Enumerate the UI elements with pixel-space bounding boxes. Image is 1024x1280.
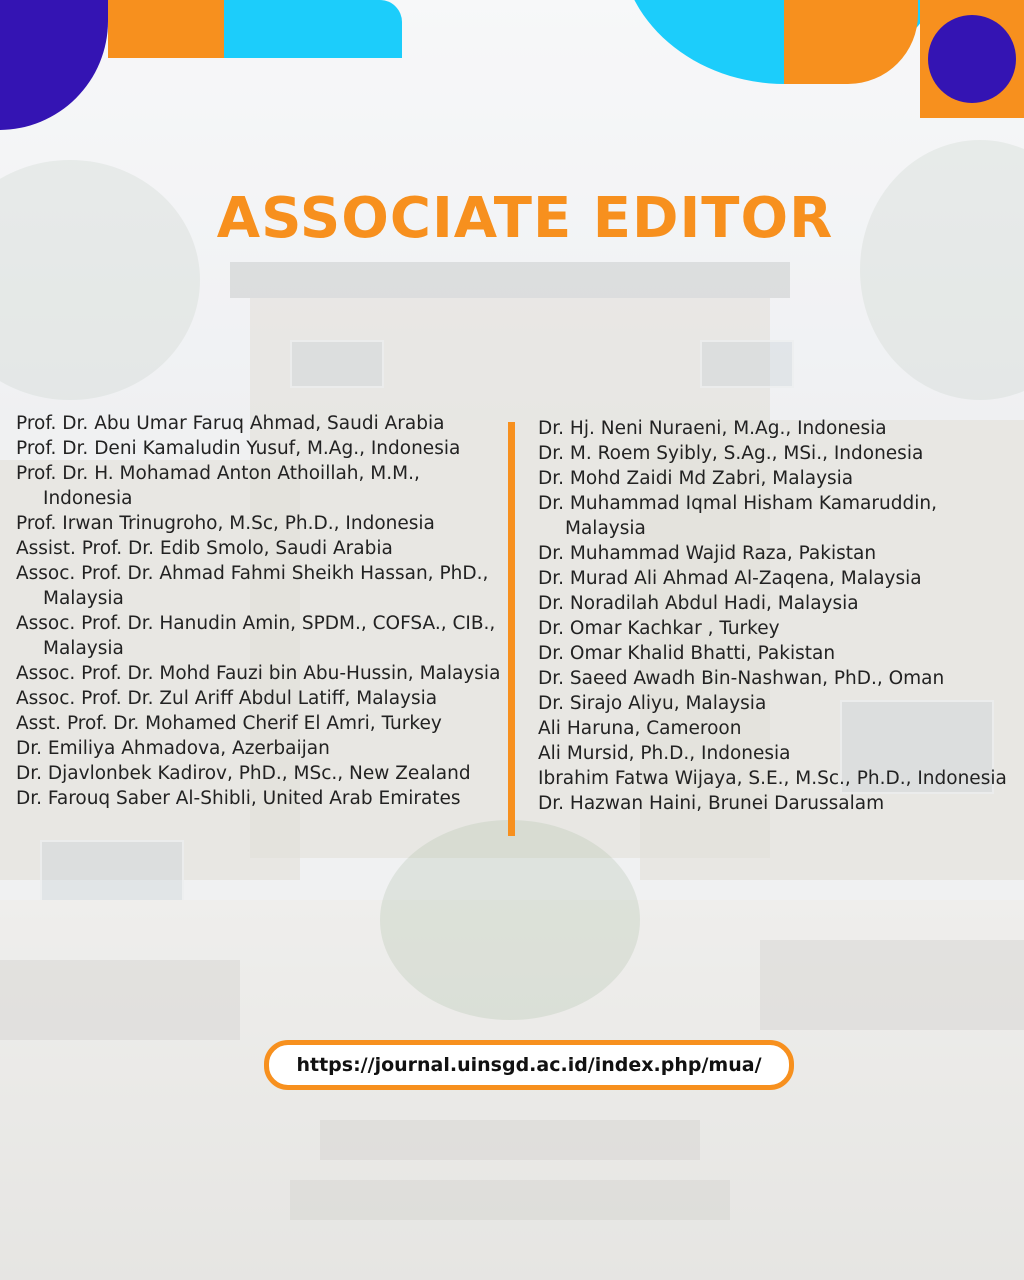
- editor-entry: Assoc. Prof. Dr. Ahmad Fahmi Sheikh Hassan, PhD., Malaysia: [16, 563, 489, 609]
- editor-entry: Ali Haruna, Cameroon: [538, 718, 742, 739]
- editor-entry: Dr. Hazwan Haini, Brunei Darussalam: [538, 793, 885, 814]
- editor-entry: Prof. Dr. Abu Umar Faruq Ahmad, Saudi Arabia: [16, 413, 445, 434]
- page-title: ASSOCIATE EDITOR: [216, 186, 834, 251]
- editor-list-right: [538, 416, 1018, 816]
- editor-entry: Dr. Djavlonbek Kadirov, PhD., MSc., New Zealand: [16, 763, 471, 784]
- editor-entry: Dr. Saeed Awadh Bin-Nashwan, PhD., Oman: [538, 668, 945, 689]
- editor-entry: Prof. Irwan Trinugroho, M.Sc, Ph.D., Indonesia: [16, 513, 435, 534]
- decor-purple-dot: [928, 15, 1016, 103]
- decor-orange-block: [108, 0, 224, 58]
- editor-entry: Dr. Farouq Saber Al-Shibli, United Arab Emirates: [16, 788, 461, 809]
- editor-entry: Assoc. Prof. Dr. Mohd Fauzi bin Abu-Hussin, Malaysia: [16, 663, 501, 684]
- editor-entry: Assoc. Prof. Dr. Hanudin Amin, SPDM., COFSA., CIB., Malaysia: [16, 613, 496, 659]
- column-divider: [508, 422, 515, 836]
- editor-list-left: [16, 411, 504, 811]
- editor-entry: Dr. Muhammad Iqmal Hisham Kamaruddin, Malaysia: [538, 493, 937, 539]
- editor-entry: Dr. Noradilah Abdul Hadi, Malaysia: [538, 593, 859, 614]
- editor-entry: Prof. Dr. Deni Kamaludin Yusuf, M.Ag., Indonesia: [16, 438, 461, 459]
- editor-entry: Ali Mursid, Ph.D., Indonesia: [538, 743, 791, 764]
- journal-url-box[interactable]: [264, 1040, 794, 1090]
- editor-entry: Prof. Dr. H. Mohamad Anton Athoillah, M.M., Indonesia: [16, 463, 420, 509]
- editor-entry: Dr. Hj. Neni Nuraeni, M.Ag., Indonesia: [538, 418, 887, 439]
- editor-entry: Dr. M. Roem Syibly, S.Ag., MSi., Indonesia: [538, 443, 924, 464]
- editor-entry: Dr. Omar Khalid Bhatti, Pakistan: [538, 643, 836, 664]
- editor-entry: Dr. Murad Ali Ahmad Al-Zaqena, Malaysia: [538, 568, 922, 589]
- editor-entry: Ibrahim Fatwa Wijaya, S.E., M.Sc., Ph.D., Indonesia: [538, 768, 1007, 789]
- editor-entry: Dr. Muhammad Wajid Raza, Pakistan: [538, 543, 877, 564]
- editor-entry: Dr. Omar Kachkar , Turkey: [538, 618, 780, 639]
- editor-entry: Dr. Sirajo Aliyu, Malaysia: [538, 693, 767, 714]
- editor-entry: Dr. Mohd Zaidi Md Zabri, Malaysia: [538, 468, 854, 489]
- editor-entry: Assist. Prof. Dr. Edib Smolo, Saudi Arabia: [16, 538, 393, 559]
- journal-url[interactable]: https://journal.uinsgd.ac.id/index.php/mua/: [296, 1054, 762, 1076]
- editor-entry: Assoc. Prof. Dr. Zul Ariff Abdul Latiff, Malaysia: [16, 688, 438, 709]
- editor-entry: Dr. Emiliya Ahmadova, Azerbaijan: [16, 738, 330, 759]
- editor-entry: Asst. Prof. Dr. Mohamed Cherif El Amri, Turkey: [16, 713, 442, 734]
- decor-cyan-block: [224, 0, 402, 58]
